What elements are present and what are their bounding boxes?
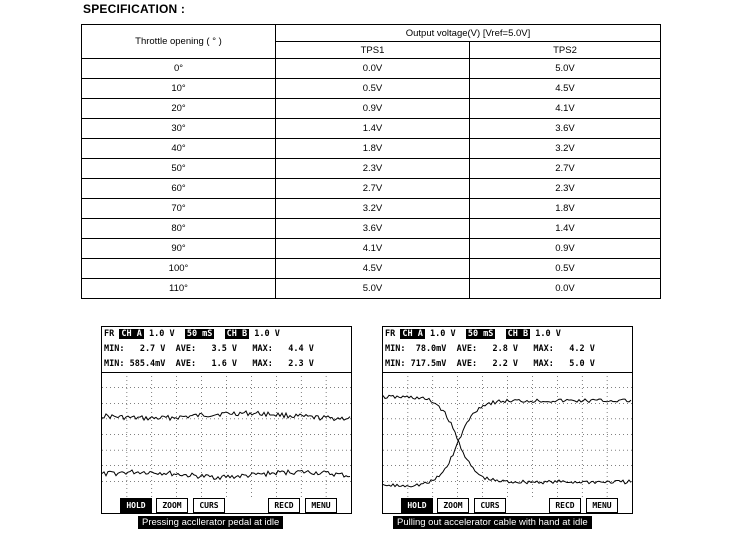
hold-button[interactable]: HOLD — [401, 498, 433, 513]
spec-cell-tps2: 0.9V — [470, 239, 661, 259]
spec-cell-tps1: 5.0V — [276, 279, 470, 299]
recd-button[interactable]: RECD — [268, 498, 300, 513]
spec-cell-angle: 20° — [82, 99, 276, 119]
spec-table-body — [82, 59, 661, 299]
channel-a-tag: CH A — [402, 329, 423, 339]
scope-grid — [102, 372, 351, 497]
output-voltage-header: Output voltage(V) [Vref=5.0V] — [276, 25, 661, 42]
spec-cell-tps2: 3.2V — [470, 139, 661, 159]
spec-row — [82, 219, 661, 239]
spec-row — [82, 279, 661, 299]
trace-channel-a — [383, 395, 631, 484]
spec-row — [82, 159, 661, 179]
tps1-header: TPS1 — [276, 42, 470, 59]
spec-cell-tps2: 1.4V — [470, 219, 661, 239]
spec-cell-tps1: 0.0V — [276, 59, 470, 79]
scope-button-bar — [383, 497, 632, 513]
spec-cell-tps2: 0.0V — [470, 279, 661, 299]
spec-cell-angle: 100° — [82, 259, 276, 279]
channel-b-scale: 1.0 V — [535, 329, 561, 339]
spec-cell-angle: 10° — [82, 79, 276, 99]
zoom-button[interactable]: ZOOM — [156, 498, 188, 513]
spec-cell-tps1: 0.5V — [276, 79, 470, 99]
scope-readout — [383, 327, 632, 372]
fr-label: FR — [385, 329, 396, 339]
recd-button[interactable]: RECD — [549, 498, 581, 513]
spec-cell-angle: 90° — [82, 239, 276, 259]
hold-button[interactable]: HOLD — [120, 498, 152, 513]
timebase-tag: 50 mS — [186, 329, 213, 339]
menu-button[interactable]: MENU — [305, 498, 337, 513]
scope-button-bar — [102, 497, 351, 513]
scope-screen-cable — [382, 326, 633, 514]
channel-b-tag: CH B — [507, 329, 529, 339]
spec-cell-tps1: 4.5V — [276, 259, 470, 279]
trace-channel-b — [383, 399, 631, 487]
spec-cell-angle: 50° — [82, 159, 276, 179]
spec-row — [82, 259, 661, 279]
scope-caption-cable: Pulling out accelerator cable with hand at idle — [393, 516, 592, 529]
spec-cell-tps1: 1.8V — [276, 139, 470, 159]
spec-cell-tps2: 4.5V — [470, 79, 661, 99]
spec-cell-angle: 40° — [82, 139, 276, 159]
zoom-button[interactable]: ZOOM — [437, 498, 469, 513]
spec-cell-tps2: 2.7V — [470, 159, 661, 179]
spec-cell-tps2: 2.3V — [470, 179, 661, 199]
spec-cell-tps2: 3.6V — [470, 119, 661, 139]
throttle-header: Throttle opening ( ° ) — [82, 25, 276, 59]
spec-row — [82, 79, 661, 99]
spec-cell-tps2: 1.8V — [470, 199, 661, 219]
scope-caption-pedal: Pressing accllerator pedal at idle — [138, 516, 283, 529]
spec-cell-tps1: 3.6V — [276, 219, 470, 239]
spec-row — [82, 199, 661, 219]
spec-row — [82, 99, 661, 119]
spec-row — [82, 119, 661, 139]
curs-button[interactable]: CURS — [193, 498, 225, 513]
spec-table — [81, 24, 661, 299]
spec-cell-angle: 30° — [82, 119, 276, 139]
spec-cell-tps2: 4.1V — [470, 99, 661, 119]
channel-a-scale: 1.0 V — [429, 329, 456, 339]
timebase-tag: 50 mS — [467, 329, 494, 339]
channel-a-stats: MIN: 2.7 V AVE: 3.5 V MAX: 4.4 V — [104, 344, 314, 354]
channel-b-stats: MIN: 717.5mV AVE: 2.2 V MAX: 5.0 V — [385, 359, 595, 369]
spec-row — [82, 179, 661, 199]
spec-cell-tps2: 5.0V — [470, 59, 661, 79]
curs-button[interactable]: CURS — [474, 498, 506, 513]
scope-grid — [383, 372, 632, 497]
channel-a-tag: CH A — [121, 329, 142, 339]
channel-a-stats: MIN: 78.0mV AVE: 2.8 V MAX: 4.2 V — [385, 344, 595, 354]
spec-cell-tps1: 2.3V — [276, 159, 470, 179]
spec-row — [82, 139, 661, 159]
fr-label: FR — [104, 329, 115, 339]
spec-cell-angle: 80° — [82, 219, 276, 239]
spec-heading: SPECIFICATION : — [83, 2, 186, 16]
spec-cell-angle: 70° — [82, 199, 276, 219]
spec-cell-tps1: 3.2V — [276, 199, 470, 219]
spec-cell-tps1: 0.9V — [276, 99, 470, 119]
channel-a-scale: 1.0 V — [148, 329, 175, 339]
menu-button[interactable]: MENU — [586, 498, 618, 513]
spec-cell-angle: 0° — [82, 59, 276, 79]
spec-cell-tps2: 0.5V — [470, 259, 661, 279]
channel-b-tag: CH B — [226, 329, 248, 339]
tps2-header: TPS2 — [470, 42, 661, 59]
spec-cell-tps1: 2.7V — [276, 179, 470, 199]
channel-b-stats: MIN: 585.4mV AVE: 1.6 V MAX: 2.3 V — [104, 359, 314, 369]
trace-channel-b — [102, 470, 350, 479]
spec-cell-tps1: 4.1V — [276, 239, 470, 259]
channel-b-scale: 1.0 V — [254, 329, 280, 339]
spec-row — [82, 59, 661, 79]
scope-screen-pedal — [101, 326, 352, 514]
spec-cell-angle: 110° — [82, 279, 276, 299]
scope-readout — [102, 327, 351, 372]
spec-cell-angle: 60° — [82, 179, 276, 199]
spec-row — [82, 239, 661, 259]
spec-cell-tps1: 1.4V — [276, 119, 470, 139]
